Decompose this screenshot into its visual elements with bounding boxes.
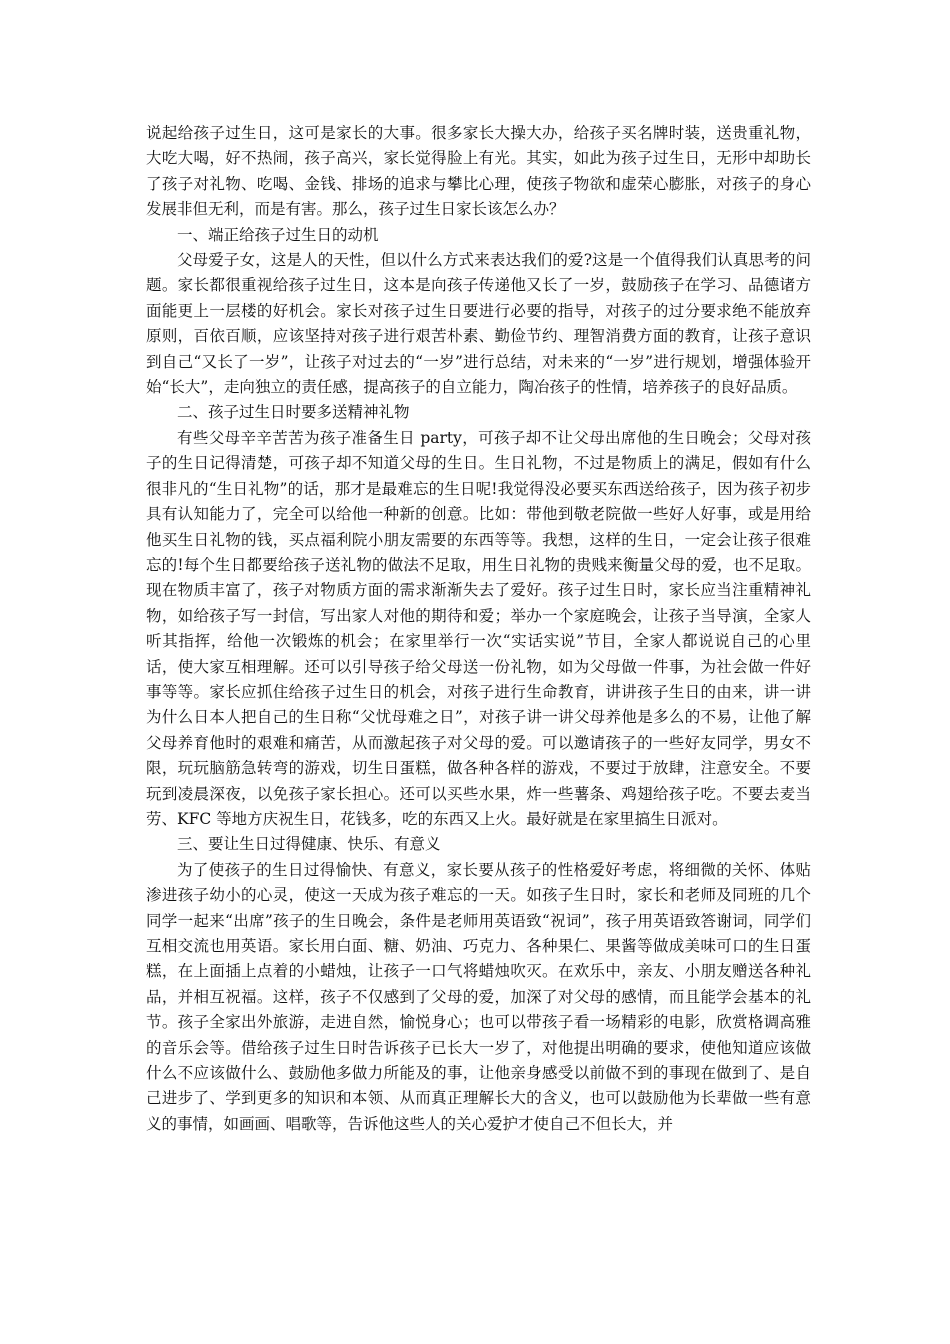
section-body-3: 为了使孩子的生日过得愉快、有意义，家长要从孩子的性格爱好考虑，将细微的关怀、体贴渗进孩子幼小的心灵，使这一天成为孩子难忘的一天。如孩子生日时，家长和老师及同班的几个同学一起来“出席”孩子的生日晚会，条件是老师用英语致“祝词”，孩子用英语致答谢词，同学们互相交流也用英语。家长用白面、糖、奶油、巧克力、各种果仁、果酱等做成美味可口的生日蛋糕，在上面插上点着的小蜡烛，让孩子一口气将蜡烛吹灭。在欢乐中，亲友、小朋友赠送各种礼品，并相互祝福。这样，孩子不仅感到了父母的爱，加深了对父母的感情，而且能学会基本的礼节。孩子全家出外旅游，走进自然，愉悦身心；也可以带孩子看一场精彩的电影，欣赏格调高雅的音乐会等。借给孩子过生日时告诉孩子已长大一岁了，对他提出明确的要求，使他知道应该做什么不应该做什么、鼓励他多做力所能及的事，让他亲身感受以前做不到的事现在做到了、是自己进步了、学到更多的知识和本领、从而真正理解长大的含义，也可以鼓励他为长辈做一些有意义的事情，如画画、唱歌等，告诉他这些人的关心爱护才使自己不但长大，并 xyxy=(146,860,811,1133)
section-heading-2: 二、孩子过生日时要多送精神礼物 xyxy=(177,403,410,422)
section-body-2: 有些父母辛辛苦苦为孩子准备生日 party，可孩子却不让父母出席他的生日晚会；父母对孩子的生日记得清楚，可孩子却不知道父母的生日。生日礼物，不过是物质上的满足，假如有什么很非凡的“生日礼物”的话，那才是最难忘的生日呢!我觉得没必要买东西送给孩子，因为孩子初步具有认知能力了，完全可以给他一种新的创意。比如：带他到敬老院做一些好人好事，或是用给他买生日礼物的钱，买点福利院小朋友需要的东西等等。我想，这样的生日，一定会让孩子很难忘的!每个生日都要给孩子送礼物的做法不足取，用生日礼物的贵贱来衡量父母的爱，也不足取。现在物质丰富了，孩子对物质方面的需求渐渐失去了爱好。孩子过生日时，家长应当注重精神礼物，如给孩子写一封信，写出家人对他的期待和爱；举办一个家庭晚会，让孩子当导演，全家人听其指挥，给他一次锻炼的机会；在家里举行一次“实话实说”节目，全家人都说说自己的心里话，使大家互相理解。还可以引导孩子给父母送一份礼物，如为父母做一件事，为社会做一件好事等等。家长应抓住给孩子过生日的机会，对孩子进行生命教育，讲讲孩子生日的由来，讲一讲为什么日本人把自己的生日称“父忧母难之日”，对孩子讲一讲父母养他是多么的不易，让他了解父母养育他时的艰难和痛苦，从而激起孩子对父母的爱。可以邀请孩子的一些好友同学，男女不限，玩玩脑筋急转弯的游戏，切生日蛋糕，做各种各样的游戏，不要过于放肆，注意安全。不要玩到凌晨深夜，以免孩子家长担心。还可以买些水果，炸一些薯条、鸡翅给孩子吃。不要去麦当劳、KFC 等地方庆祝生日，花钱多，吃的东西又上火。最好就是在家里搞生日派对。 xyxy=(146,428,811,828)
section-heading-3: 三、要让生日过得健康、快乐、有意义 xyxy=(177,835,441,854)
section-body-1: 父母爱子女，这是人的天性，但以什么方式来表达我们的爱?这是一个值得我们认真思考的问题。家长都很重视给孩子过生日，这本是向孩子传递他又长了一岁，鼓励孩子在学习、品德诸方面能更上一层楼的好机会。家长对孩子过生日要进行必要的指导，对孩子的过分要求绝不能放弃原则，百依百顺，应该坚持对孩子进行艰苦朴素、勤俭节约、理智消费方面的教育，让孩子意识到自己“又长了一岁”，让孩子对过去的“一岁”进行总结，对未来的“一岁”进行规划，增强体验开始“长大”，走向独立的责任感，提高孩子的自立能力，陶冶孩子的性情，培养孩子的良好品质。 xyxy=(146,251,811,397)
document-body xyxy=(146,121,811,1137)
section-heading-1: 一、端正给孩子过生日的动机 xyxy=(177,225,379,244)
intro-paragraph: 说起给孩子过生日，这可是家长的大事。很多家长大操大办，给孩子买名牌时装，送贵重礼物，大吃大喝，好不热闹，孩子高兴，家长觉得脸上有光。其实，如此为孩子过生日，无形中却助长了孩子对礼物、吃喝、金钱、排场的追求与攀比心理，使孩子物欲和虚荣心膨胀，对孩子的身心发展非但无利，而是有害。那么，孩子过生日家长该怎么办？ xyxy=(146,124,811,219)
